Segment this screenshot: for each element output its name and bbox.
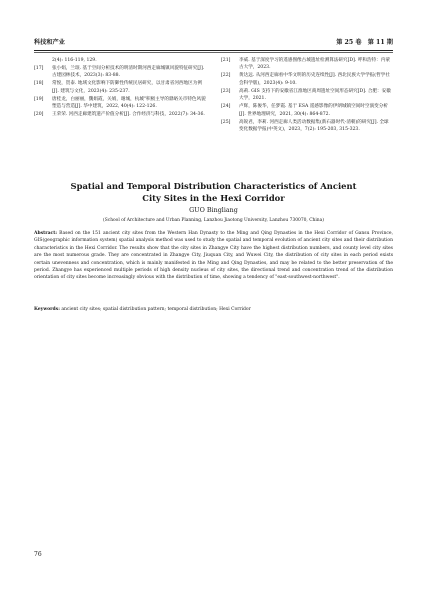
- reference-text: 常悦，贺泰. 地域文化影响下防御性传统民居研究，以甘肃省河西地区为例[J]. 建筑与文化，2023(4): 235-237.: [52, 81, 202, 94]
- reference-item: [34, 80, 206, 95]
- page-number: 76: [34, 551, 42, 558]
- reference-item: [34, 65, 206, 80]
- author-affiliation: (School of Architecture and Urban Planning, Lanzhou Jiaotong University, Lanzhou 730070, China): [103, 218, 324, 223]
- journal-name: 科技和产业: [34, 39, 65, 46]
- header-rule-thin: [34, 52, 393, 53]
- author-name: GUO Bingliang: [189, 206, 238, 214]
- reference-text: 高莉. GIS 支持下的安徽省江淮地区商周遗址空间形态研究[D]. 合肥：安徽大学，2021.: [239, 88, 391, 102]
- reference-text: 李威. 基于深度学习的遥感图像古城遗址检测算法研究[D]. 呼和浩特：内蒙古大学，2023.: [239, 58, 390, 71]
- keywords-text: ancient city sites; spatial distribution pattern; temporal distribution; Hexi Corridor: [61, 307, 251, 312]
- reference-text: 王荣荣. 河西走廊建筑遗产价值分析[J]. 合作经济与科技，2022(7): 34-36.: [52, 112, 205, 118]
- reference-text: 卢辉，陈俊华，任梦霞. 基于 ESA 遥感影像的伊朗城镇空间时空演变分析[J]. 世界地理研究，2021, 30(4): 864-872.: [239, 104, 388, 117]
- reference-number: [24]: [221, 104, 231, 110]
- keywords-label: Keywords:: [34, 307, 60, 312]
- reference-number: [19]: [34, 96, 44, 102]
- reference-number: [21]: [221, 58, 231, 63]
- reference-text: 张小娟，兰珉. 基于空间分析技术的明清时期河西走廊城镇风貌特征研究[J]. 古建园林技术，2023(3): 83-88.: [52, 66, 205, 79]
- references-right-column: [221, 57, 393, 134]
- reference-item: [34, 96, 206, 111]
- reference-text: 高锐君，李莉. 河西走廊人类活动数据集(新石器时代-清朝)的研究[J]. 全球变化数据学报(中英文)，2023，7(2): 195-203, 315-323.: [239, 119, 389, 133]
- reference-number: [23]: [221, 88, 231, 94]
- issue-info: 第 25 卷 第 11 期: [336, 39, 393, 46]
- reference-text: 唐桂龙，白丽丽，魏娟霞，关娟，谢城，杭城"积极主导的鼎峪关市特色风貌塑造与营造[J]. 华中建筑，2022, 40(4): 122-126.: [52, 96, 206, 110]
- reference-number: [18]: [34, 81, 44, 87]
- abstract-label: Abstract:: [34, 231, 58, 236]
- reference-number: [22]: [221, 73, 231, 79]
- references-left-column: [34, 57, 206, 119]
- reference-number: [17]: [34, 66, 44, 71]
- abstract: [34, 230, 393, 282]
- reference-number: [25]: [221, 119, 231, 125]
- paper-title: Spatial and Temporal Distribution Characteristics of Ancient City Sites in the Hexi Corridor: [70, 181, 357, 203]
- reference-number: [20]: [34, 112, 44, 118]
- reference-item: [34, 111, 206, 118]
- reference-text: 黄达远. 从河西走廊看中华文明的历史连续性[J]. 西北民族大学学报(哲学社会科学版)，2023(4): 9-10.: [239, 73, 390, 86]
- header-rule: [34, 50, 393, 51]
- reference-item: [221, 103, 393, 118]
- reference-item: [221, 119, 393, 134]
- reference-item: [221, 72, 393, 87]
- reference-text: 2(4): 116-119, 129.: [52, 58, 97, 63]
- reference-item: [221, 88, 393, 103]
- running-header: [34, 37, 393, 49]
- abstract-text: Based on the 151 ancient city sites from the Western Han Dynasty to the Ming and Qing Dynasties in the Hexi Corridor of Gansu Province, GIS(geographic information system) spatial analysis method was used to study the spatial and temporal evolution of ancient city sites and their distribution characteristics in the Hexi Corridor. The results show that the city sites in Zhangye City have the highest distribution numbers, and county level city sites are the most numerous grade. They are concentrated in Zhangye City, Jiuquan City, and Wuwei City, the distribution of city sites in each period exists certain unevenness and concentration, which is mainly manifested in the Ming and Qing Dynasties, and may be related to the better preservation of the period. Zhangye has experienced multiple periods of high density nucleus of city sites, the directional trend and concentration trend of the distribution orientation of city sites become increasingly obvious with the distribution of time, showing a tendency of "east-southwest-northwest".: [34, 231, 393, 281]
- reference-item: [221, 57, 393, 72]
- keywords: [34, 306, 393, 313]
- reference-item: [34, 57, 206, 64]
